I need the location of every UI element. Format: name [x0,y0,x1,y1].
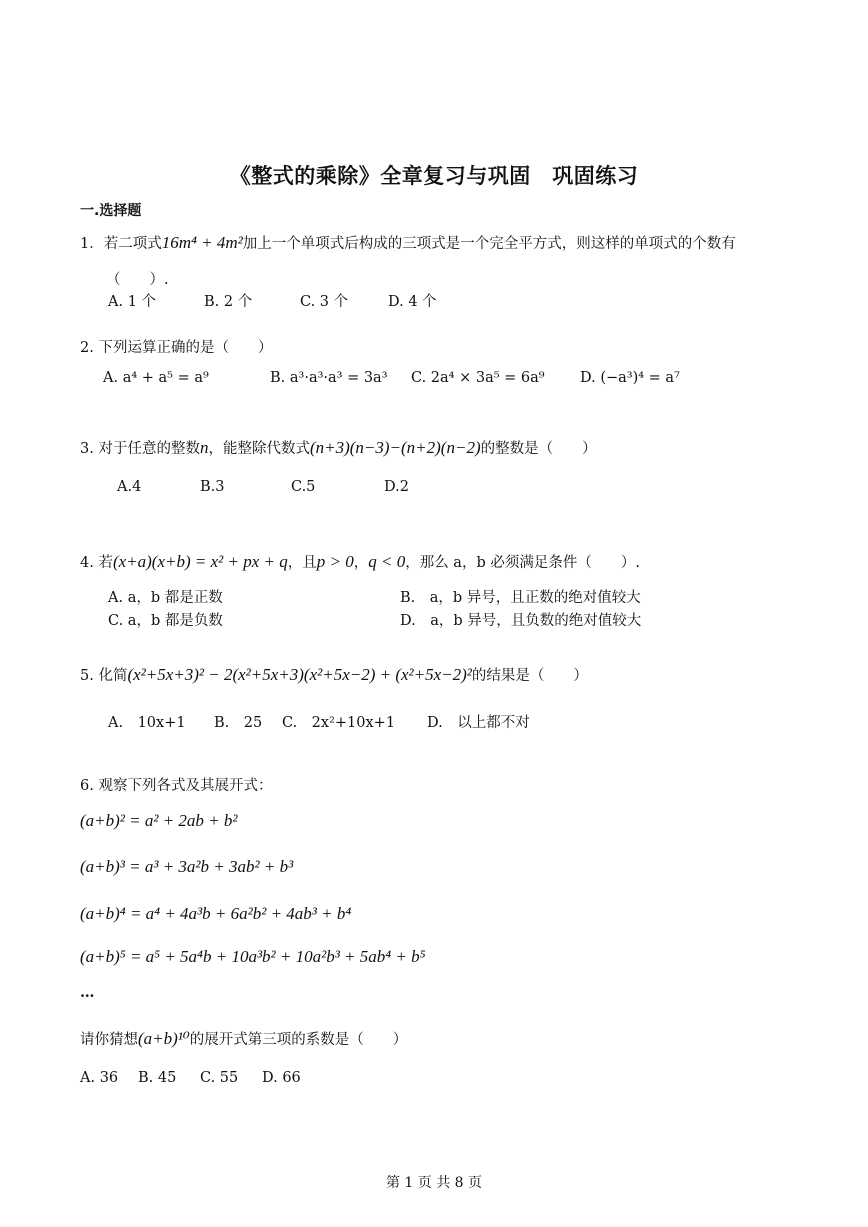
question-3-option-b: B.3 [200,479,225,495]
expansion-line-1: (a+b)² = a² + 2ab + b² [80,811,238,830]
question-3-mid: ，能整除代数式 [208,441,310,457]
question-1-option-b: B. 2 个 [204,294,253,310]
question-3-option-a: A.4 [117,479,142,495]
question-4-option-a: A. a，b 都是正数 [108,590,223,606]
question-2-option-d: D. (−a³)⁴ = a⁷ [580,370,680,386]
question-4-option-b: B. a，b 异号，且正数的绝对值较大 [400,590,641,606]
question-5-suffix: 的结果是（ ） [471,668,588,684]
question-3-prefix: 3. 对于任意的整数 [80,441,200,457]
question-1-line [80,232,736,253]
question-4-expression: (x+a)(x+b) = x² + px + q [112,552,288,571]
question-4-condition-q: q < 0 [368,552,406,571]
question-1-prefix: 1．若二项式 [80,236,162,252]
expansion-ellipsis: … [80,984,95,1001]
expansion-line-4: (a+b)⁵ = a⁵ + 5a⁴b + 10a³b² + 10a²b³ + 5ab⁴ + b⁵ [80,947,426,966]
question-5-expression: (x²+5x+3)² − 2(x²+5x+3)(x²+5x−2) + (x²+5x−2)² [127,665,472,684]
question-2-option-a: A. a⁴ + a⁵ = a⁹ [103,370,209,386]
question-5-option-c: C. 2x²+10x+1 [282,715,396,731]
question-4-option-c: C. a，b 都是负数 [108,613,223,629]
expansion-line-3: (a+b)⁴ = a⁴ + 4a³b + 6a²b² + 4ab³ + b⁴ [80,904,352,923]
question-6-option-c: C. 55 [200,1070,239,1086]
question-2-stem: 2. 下列运算正确的是（ ） [80,340,273,356]
expansion-line-2: (a+b)³ = a³ + 3a²b + 3ab² + b³ [80,857,294,876]
question-6-option-a: A. 36 [80,1070,119,1086]
question-5-line [80,664,588,685]
question-1-option-d: D. 4 个 [388,294,437,310]
question-4-suffix: ，那么 a，b 必须满足条件（ ）. [405,555,640,571]
question-6-option-b: B. 45 [138,1070,177,1086]
question-1-option-a: A. 1 个 [108,294,157,310]
question-1-expression: 16m⁴ + 4m² [161,233,243,252]
page-footer: 第 1 页 共 8 页 [385,1175,483,1191]
question-6-option-d: D. 66 [262,1070,301,1086]
question-4-mid: ，且 [287,555,317,571]
section-heading: 一.选择题 [80,203,142,219]
question-3-suffix: 的整数是（ ） [480,441,597,457]
question-5-option-d: D. 以上都不对 [427,715,530,731]
question-4-option-d: D. a，b 异号，且负数的绝对值较大 [400,613,642,629]
question-5-option-b: B. 25 [214,715,263,731]
question-6-ask-expression: (a+b)¹⁰ [138,1029,190,1048]
question-6-stem: 6. 观察下列各式及其展开式： [80,778,273,794]
question-3-option-c: C.5 [291,479,316,495]
question-3-line [80,437,597,458]
question-3-option-d: D.2 [384,479,409,495]
question-5-prefix: 5. 化简 [80,668,128,684]
question-4-condition-p: p > 0 [316,552,354,571]
question-3-variable: n [199,438,209,457]
question-3-expression: (n+3)(n−3)−(n+2)(n−2) [309,438,481,457]
question-4-separator: ， [353,555,369,571]
question-4-prefix: 4. 若 [80,555,113,571]
question-2-option-c: C. 2a⁴ × 3a⁵ = 6a⁹ [411,370,545,386]
question-5-option-a: A. 10x+1 [108,715,186,731]
question-6-ask-suffix: 的展开式第三项的系数是（ ） [189,1032,408,1048]
question-1-option-c: C. 3 个 [300,294,349,310]
question-1-suffix: 加上一个单项式后构成的三项式是一个完全平方式，则这样的单项式的个数有 [242,236,736,252]
question-1-bracket: （ ）. [106,272,169,288]
question-2-option-b: B. a³·a³·a³ = 3a³ [270,370,388,386]
question-6-ask [80,1028,407,1049]
question-6-ask-prefix: 请你猜想 [80,1032,138,1048]
page-title: 《整式的乘除》全章复习与巩固 巩固练习 [229,164,639,188]
question-4-line [80,551,640,572]
